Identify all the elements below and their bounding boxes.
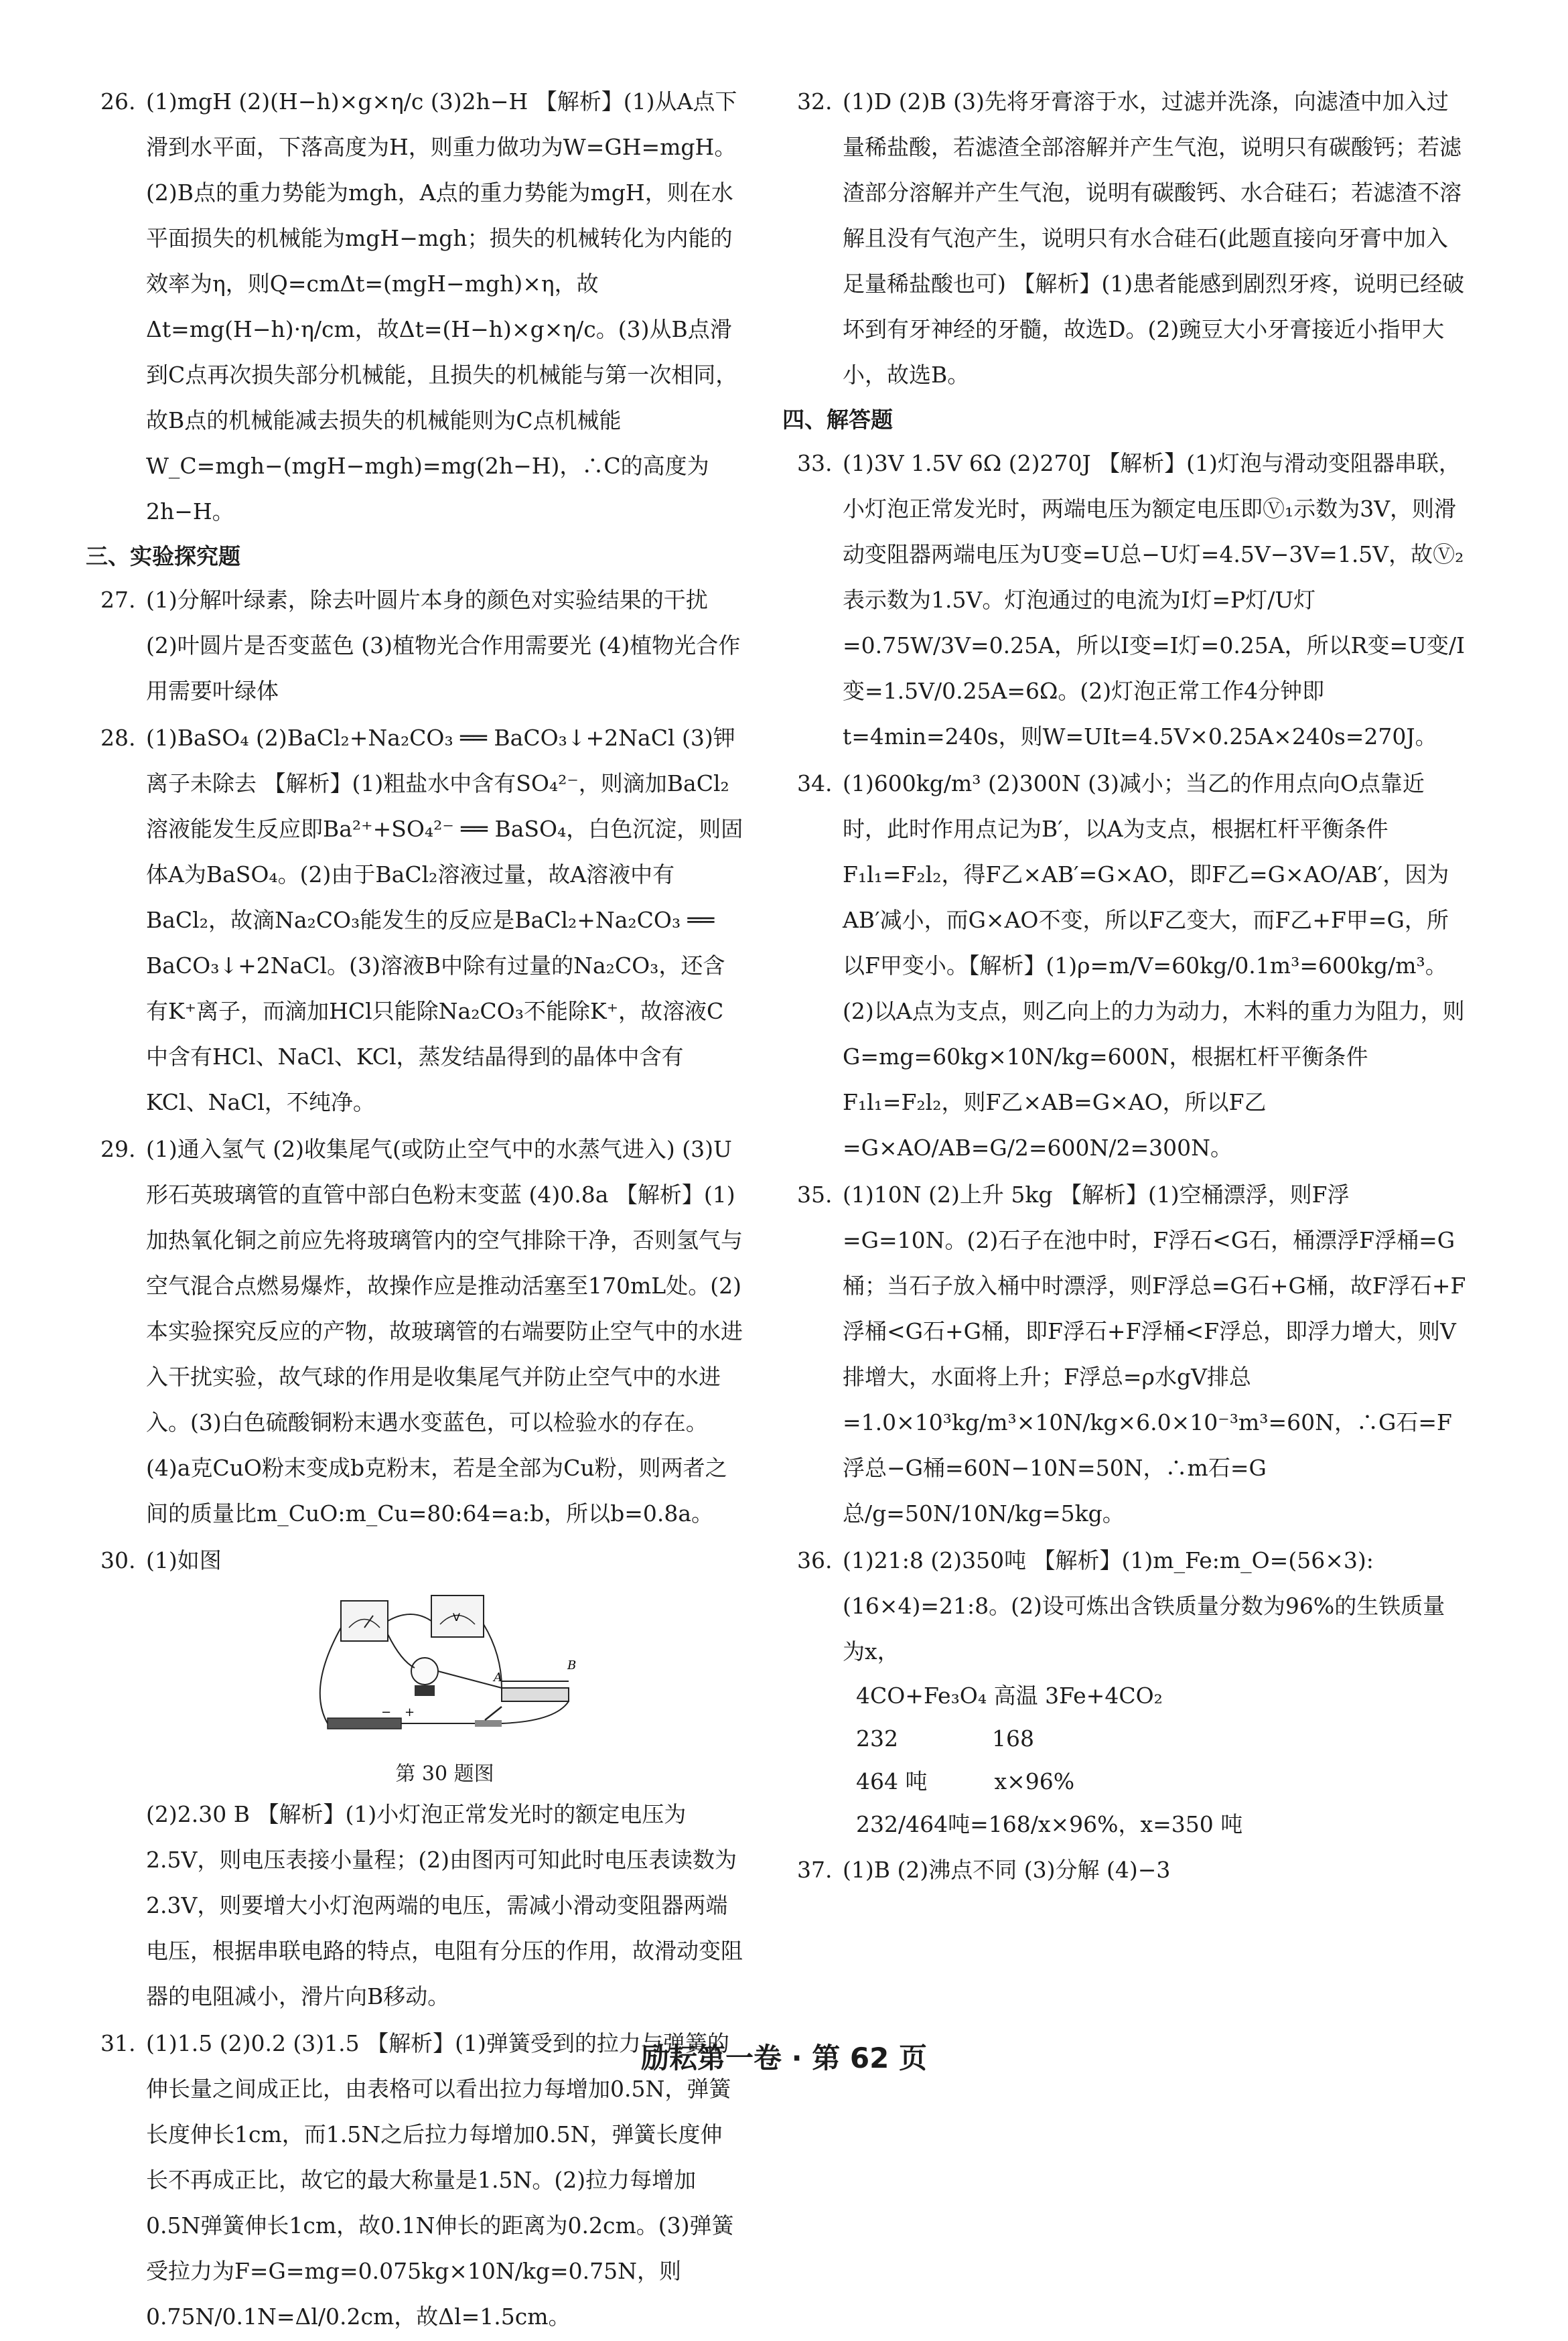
- answer-29: [100, 1127, 743, 1537]
- answer-33: [797, 441, 1467, 760]
- answer-text: (1)1.5 (2)0.2 (3)1.5 【解析】(1)弹簧受到的拉力与弹簧的伸长量之间成正比，由表格可以看出拉力每增加0.5N，弹簧长度伸长1cm，而1.5N之后拉力每增加0.5N，弹簧长度伸长不再成正比，故它的最大称量是1.5N。(2)拉力每增加0.5N弹簧伸长1cm，故0.1N伸长的距离为0.2cm。(3)弹簧受拉力为F=G=mg=0.075kg×10N/kg=0.75N，则0.75N/0.1N=Δl/0.2cm，故Δl=1.5cm。: [146, 2030, 734, 2330]
- battery-icon: [328, 1718, 401, 1729]
- mass-right: x×96%: [994, 1768, 1075, 1794]
- answer-text: (1)mgH (2)(H−h)×g×η/c (3)2h−H 【解析】(1)从A点下滑到水平面，下落高度为H，则重力做功为W=GH=mgH。(2)B点的重力势能为mgh，A点的重力势能为mgH，则在水平面损失的机械能为mgH−mgh；损失的机械转化为内能的效率为η，则Q=cmΔt=(mgH−mgh)×η，故Δt=mg(H−h)·η/cm，故Δt=(H−h)×g×η/c。(3)从B点滑到C点再次损失部分机械能，且损失的机械能与第一次相同，故B点的机械能减去损失的机械能则为C点机械能W_C=mgh−(mgH−mgh)=mg(2h−H)，∴C的高度为2h−H。: [146, 88, 738, 524]
- answer-number: 36.: [797, 1547, 833, 1573]
- mass-row-1: [856, 1717, 1467, 1760]
- answer-number: 32.: [797, 88, 833, 115]
- answer-26: [100, 79, 743, 535]
- answer-number: 37.: [797, 1857, 833, 1883]
- answer-text: (1)21:8 (2)350吨 【解析】(1)m_Fe:m_O=(56×3):(16×4)=21:8。(2)设可炼出含铁质量分数为96%的生铁质量为x，: [843, 1547, 1445, 1664]
- rheostat-label-a: A: [494, 1671, 502, 1685]
- circuit-diagram: [301, 1587, 589, 1748]
- rheostat-icon: [502, 1688, 569, 1701]
- answer-32: [797, 79, 1467, 398]
- answer-text: (1)3V 1.5V 6Ω (2)270J 【解析】(1)灯泡与滑动变阻器串联，小灯泡正常发光时，两端电压为额定电压即Ⓥ₁示数为3V，则滑动变阻器两端电压为U变=U总−U灯=4.5V−3V=1.5V，故Ⓥ₂表示数为1.5V。灯泡通过的电流为I灯=P灯/U灯=0.75W/3V=0.25A，所以I变=I灯=0.25A，所以R变=U变/I变=1.5V/0.25A=6Ω。(2)灯泡正常工作4分钟即t=4min=240s，则W=UIt=4.5V×0.25A×240s=270J。: [843, 450, 1466, 750]
- section-heading-experiment: 三、实验探究题: [86, 543, 240, 569]
- answer-number: 34.: [797, 770, 833, 796]
- right-column: [782, 79, 1467, 1894]
- answer-number: 33.: [797, 450, 833, 476]
- page-footer: 励耘第一卷 · 第 62 页: [641, 2042, 927, 2074]
- battery-minus: −: [381, 1705, 392, 1719]
- answer-number: 35.: [797, 1182, 833, 1208]
- switch-icon: [475, 1720, 502, 1727]
- answer-number: 28.: [100, 725, 136, 751]
- answer-text: (1)D (2)B (3)先将牙膏溶于水，过滤并洗涤，向滤渣中加入过量稀盐酸，若滤渣全部溶解并产生气泡，说明只有碳酸钙；若滤渣部分溶解并产生气泡，说明有碳酸钙、水合硅石；若滤渣不溶解且没有气泡产生，说明只有水合硅石(此题直接向牙膏中加入足量稀盐酸也可) 【解析】(1)患者能感到剧烈牙疼，说明已经破坏到有牙神经的牙髓，故选D。(2)豌豆大小牙膏接近小指甲大小，故选B。: [843, 88, 1465, 388]
- answer-text: (1)如图: [146, 1547, 222, 1573]
- answer-28: [100, 715, 743, 1125]
- answer-text: (1)通入氢气 (2)收集尾气(或防止空气中的水蒸气进入) (3)U形石英玻璃管的直管中部白色粉末变蓝 (4)0.8a 【解析】(1)加热氧化铜之前应先将玻璃管内的空气排除干净，否则氢气与空气混合点燃易爆炸，故操作应是推动活塞至170mL处。(2)本实验探究反应的产物，故玻璃管的右端要防止空气中的水进入干扰实验，故气球的作用是收集尾气并防止空气中的水进入。(3)白色硫酸铜粉末遇水变蓝色，可以检验水的存在。(4)a克CuO粉末变成b克粉末，若是全部为Cu粉，则两者之间的质量比m_CuO:m_Cu=80:64=a:b，所以b=0.8a。: [146, 1136, 743, 1527]
- answer-number: 29.: [100, 1136, 136, 1162]
- answer-text: (1)分解叶绿素，除去叶圆片本身的颜色对实验结果的干扰 (2)叶圆片是否变蓝色 (3)植物光合作用需要光 (4)植物光合作用需要叶绿体: [146, 587, 741, 704]
- answer-number: 27.: [100, 587, 136, 613]
- ratio-line: 232/464吨=168/x×96%，x=350 吨: [856, 1811, 1243, 1837]
- chemical-equation: [856, 1675, 1467, 1846]
- rheostat-label-b: B: [567, 1658, 577, 1673]
- section-heading-solution: 四、解答题: [782, 407, 893, 433]
- bulb-base: [415, 1685, 435, 1696]
- answer-30-part2: [100, 1792, 743, 2019]
- mass-left: 464 吨: [856, 1768, 928, 1794]
- answer-number: 26.: [100, 88, 136, 115]
- answer-37: [797, 1847, 1467, 1893]
- circuit-figure: [146, 1587, 743, 1788]
- left-column: [86, 79, 743, 2341]
- mass-row-2: [856, 1760, 1467, 1803]
- voltmeter-mark: V: [453, 1611, 460, 1624]
- answer-text: (1)BaSO₄ (2)BaCl₂+Na₂CO₃ ══ BaCO₃↓+2NaCl (3)钾离子未除去 【解析】(1)粗盐水中含有SO₄²⁻，则滴加BaCl₂溶液能发生反应即Ba²⁺+SO₄²⁻ ══ BaSO₄，白色沉淀，则固体A为BaSO₄。(2)由于BaCl₂溶液过量，故A溶液中有BaCl₂，故滴Na₂CO₃能发生的反应是BaCl₂+Na₂CO₃ ══ BaCO₃↓+2NaCl。(3)溶液B中除有过量的Na₂CO₃，还含有K⁺离子，而滴加HCl只能除Na₂CO₃不能除K⁺，故溶液C中含有HCl、NaCl、KCl，蒸发结晶得到的晶体中含有KCl、NaCl，不纯净。: [146, 725, 743, 1115]
- mass-left: 232: [856, 1725, 898, 1752]
- answer-text: (2)2.30 B 【解析】(1)小灯泡正常发光时的额定电压为2.5V，则电压表接小量程；(2)由图丙可知此时电压表读数为2.3V，则要增大小灯泡两端的电压，需减小滑动变阻器两端电压，根据串联电路的特点，电阻有分压的作用，故滑动变阻器的电阻减小，滑片向B移动。: [146, 1801, 743, 2009]
- answer-35: [797, 1172, 1467, 1537]
- ammeter-icon: [341, 1601, 388, 1641]
- answer-36: [797, 1538, 1467, 1846]
- bulb-icon: [411, 1658, 438, 1685]
- battery-plus: +: [405, 1705, 415, 1719]
- answer-text: (1)B (2)沸点不同 (3)分解 (4)−3: [843, 1857, 1171, 1883]
- reaction-line: 4CO+Fe₃O₄ 高温 3Fe+4CO₂: [856, 1683, 1163, 1709]
- answer-34: [797, 761, 1467, 1171]
- answer-text: (1)600kg/m³ (2)300N (3)减小；当乙的作用点向O点靠近时，此时作用点记为B′，以A为支点，根据杠杆平衡条件F₁l₁=F₂l₂，得F乙×AB′=G×AO，即F乙=G×AO/AB′，因为AB′减小，而G×AO不变，所以F乙变大，而F乙+F甲=G，所以F甲变小。【解析】(1)ρ=m/V=60kg/0.1m³=600kg/m³。(2)以A点为支点，则乙向上的力为动力，木料的重力为阻力，则G=mg=60kg×10N/kg=600N，根据杠杆平衡条件F₁l₁=F₂l₂，则F乙×AB=G×AO，所以F乙=G×AO/AB=G/2=600N/2=300N。: [843, 770, 1465, 1161]
- answer-number: 31.: [100, 2030, 136, 2056]
- answer-30: [100, 1538, 743, 1788]
- answer-text: (1)10N (2)上升 5kg 【解析】(1)空桶漂浮，则F浮=G=10N。(2)石子在池中时，F浮石<G石，桶漂浮F浮桶=G桶；当石子放入桶中时漂浮，则F浮总=G石+G桶，故F浮石+F浮桶<G石+G桶，即F浮石+F浮桶<F浮总，即浮力增大，则V排增大，水面将上升；F浮总=ρ水gV排总=1.0×10³kg/m³×10N/kg×6.0×10⁻³m³=60N，∴G石=F浮总−G桶=60N−10N=50N，∴m石=G总/g=50N/10N/kg=5kg。: [843, 1182, 1466, 1527]
- answer-27: [100, 577, 743, 714]
- answer-number: 30.: [100, 1547, 136, 1573]
- mass-right: 168: [992, 1725, 1034, 1752]
- figure-caption: 第 30 题图: [395, 1762, 494, 1786]
